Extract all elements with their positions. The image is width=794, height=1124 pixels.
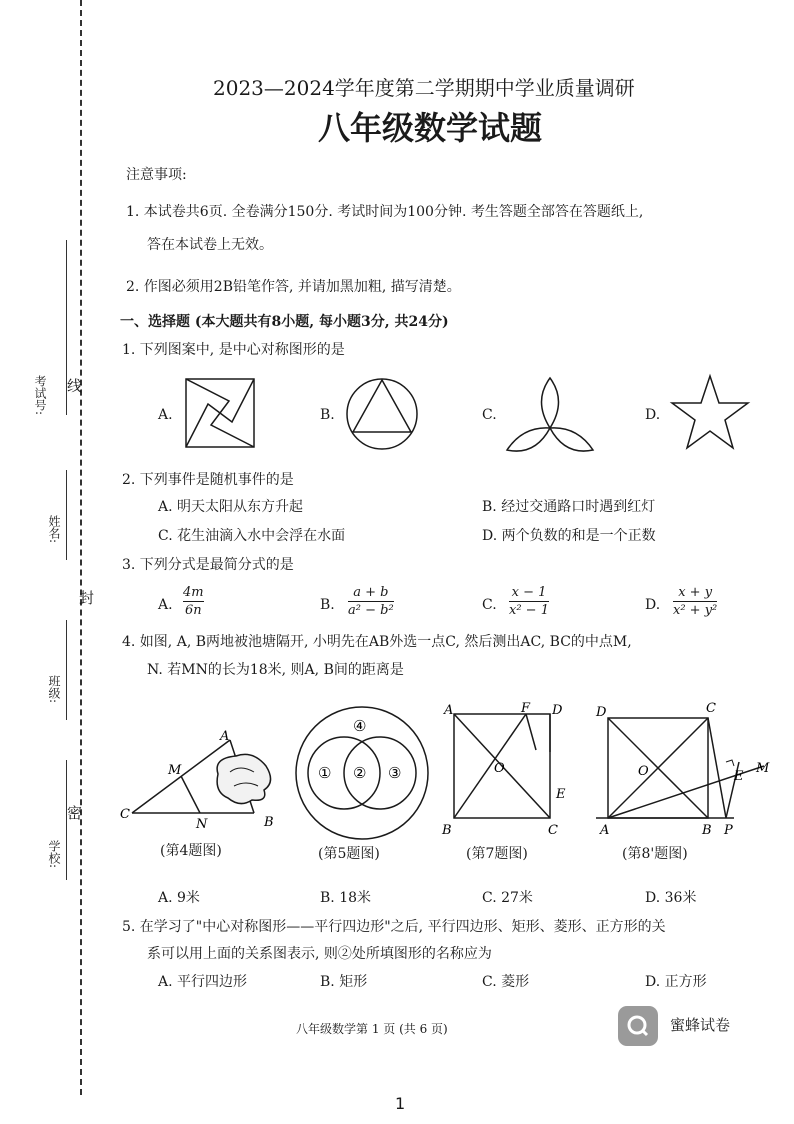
q2-stem: 2. 下列事件是随机事件的是 (122, 472, 294, 488)
q4-stem-line-2: N. 若MN的长为18米, 则A, B间的距离是 (147, 662, 404, 678)
q5-option-c: C. 菱形 (482, 974, 530, 990)
venn-region-1: ① (318, 764, 332, 782)
fig7-point-c: C (548, 823, 558, 838)
q3-option-c-fraction (509, 585, 549, 618)
seal-char-xian: 线 (65, 378, 83, 393)
q5-stem-line-1: 5. 在学习了"中心对称图形——平行四边形"之后, 平行四边形、矩形、菱形、正方形的关 (122, 919, 666, 935)
q2-option-b: B. 经过交通路口时遇到红灯 (482, 499, 656, 515)
venn-region-2: ② (353, 764, 367, 782)
figure-8-square-with-line (594, 700, 774, 840)
figure-7-caption: (第7题图) (466, 846, 528, 862)
seal-char-mi: 密 (65, 805, 83, 820)
note-2: 2. 作图必须用2B铅笔作答, 并请加黑加粗, 描写清楚。 (126, 279, 461, 295)
school-label: 学校: (47, 840, 61, 869)
dashed-binding-line (80, 0, 82, 1095)
note-1-line-1: 1. 本试卷共6页. 全卷满分150分. 考试时间为100分钟. 考生答题全部答在答题纸上, (126, 204, 644, 220)
fig8-point-e: E (734, 769, 744, 784)
q4-option-d: D. 36米 (645, 890, 697, 906)
q3-stem: 3. 下列分式是最简分式的是 (122, 557, 294, 573)
fraction-bar (183, 601, 204, 602)
q3-b-numerator: a + b (353, 585, 389, 600)
fig4-point-c: C (120, 807, 130, 822)
notes-heading: 注意事项: (126, 167, 187, 183)
fig4-point-n: N (196, 817, 208, 832)
name-line (66, 470, 67, 560)
q2-option-d: D. 两个负数的和是一个正数 (482, 528, 656, 544)
q1-option-c-label: C. (482, 407, 497, 423)
q3-a-numerator: 4m (183, 585, 204, 600)
q3-option-c-label: C. (482, 597, 497, 613)
q4-option-c: C. 27米 (482, 890, 533, 906)
figure-5-venn-diagram (294, 705, 430, 841)
q1-option-d-label: D. (645, 407, 661, 423)
q3-option-b-fraction (348, 585, 394, 618)
page-number: 1 (395, 1094, 406, 1113)
q3-option-d-fraction (673, 585, 717, 618)
name-label: 姓名: (47, 515, 61, 544)
brand-logo-icon (626, 1014, 650, 1038)
q1-stem: 1. 下列图案中, 是中心对称图形的是 (122, 342, 345, 358)
fig8-point-d: D (596, 705, 607, 720)
fig7-point-a: A (444, 703, 454, 718)
footer-page-info: 八年级数学第 1 页 (共 6 页) (296, 1022, 448, 1036)
figure-8-caption: (第8'题图) (622, 846, 688, 862)
fraction-bar (509, 601, 549, 602)
q2-option-a: A. 明天太阳从东方升起 (158, 499, 304, 515)
fig8-point-o: O (638, 764, 649, 779)
school-line (66, 760, 67, 880)
class-label: 班级: (47, 675, 61, 704)
figure-4-pond-triangle (118, 728, 278, 832)
q3-d-numerator: x + y (678, 585, 713, 600)
fig7-point-f: F (521, 701, 531, 716)
seal-char-feng: 封 (77, 590, 95, 605)
fig7-point-d: D (552, 703, 563, 718)
fig4-point-m: M (168, 763, 182, 778)
fig8-point-p: P (724, 823, 733, 838)
section-1-heading: 一、选择题 (本大题共有8小题, 每小题3分, 共24分) (120, 314, 449, 330)
q3-option-b-label: B. (320, 597, 335, 613)
venn-region-3: ③ (388, 764, 402, 782)
figure-7-square (440, 700, 570, 840)
q3-c-denominator: x² − 1 (509, 603, 549, 618)
q3-a-denominator: 6n (184, 603, 202, 618)
q3-option-d-label: D. (645, 597, 661, 613)
fig4-point-a: A (220, 729, 230, 744)
q3-b-denominator: a² − b² (348, 603, 394, 618)
q4-stem-line-1: 4. 如图, A, B两地被池塘隔开, 小明先在AB外选一点C, 然后测出AC, BC的中点M, (122, 634, 632, 650)
fraction-bar (673, 601, 717, 602)
q1-option-d-star-figure (670, 374, 750, 450)
q3-option-a-label: A. (158, 597, 173, 613)
brand-name: 蜜蜂试卷 (670, 1016, 731, 1034)
q3-option-a-fraction (183, 585, 204, 618)
q1-option-a-pinwheel-square-figure (185, 378, 255, 448)
fraction-bar (348, 601, 394, 602)
q5-option-b: B. 矩形 (320, 974, 368, 990)
fig7-point-b: B (442, 823, 452, 838)
q1-option-c-three-petals-figure (505, 376, 595, 456)
q5-option-d: D. 正方形 (645, 974, 707, 990)
q4-option-b: B. 18米 (320, 890, 372, 906)
exam-title: 八年级数学试题 (318, 109, 543, 147)
q1-option-a-label: A. (158, 407, 173, 423)
figure-4-caption: (第4题图) (160, 843, 222, 859)
exam-subtitle: 2023—2024学年度第二学期期中学业质量调研 (213, 76, 635, 100)
figure-5-caption: (第5题图) (318, 846, 380, 862)
fig7-point-o: O (494, 761, 505, 776)
fig7-point-e: E (556, 787, 566, 802)
fig8-point-b: B (702, 823, 712, 838)
note-1-line-2: 答在本试卷上无效。 (147, 237, 273, 253)
q1-option-b-triangle-in-circle-figure (346, 378, 418, 450)
class-line (66, 620, 67, 720)
q5-stem-line-2: 系可以用上面的关系图表示, 则②处所填图形的名称应为 (147, 946, 492, 962)
q1-option-b-label: B. (320, 407, 335, 423)
q5-option-a: A. 平行四边形 (158, 974, 248, 990)
q3-d-denominator: x² + y² (673, 603, 718, 618)
fig8-point-c: C (706, 701, 716, 716)
brand-logo (618, 1006, 658, 1046)
q2-option-c: C. 花生油滴入水中会浮在水面 (158, 528, 346, 544)
q4-option-a: A. 9米 (158, 890, 200, 906)
fig8-point-a: A (600, 823, 610, 838)
venn-region-4: ④ (353, 717, 367, 735)
q3-c-numerator: x − 1 (511, 585, 547, 600)
fig8-point-m: M (756, 761, 770, 776)
fig4-point-b: B (264, 815, 274, 830)
exam-number-label: 考试号: (33, 375, 47, 416)
